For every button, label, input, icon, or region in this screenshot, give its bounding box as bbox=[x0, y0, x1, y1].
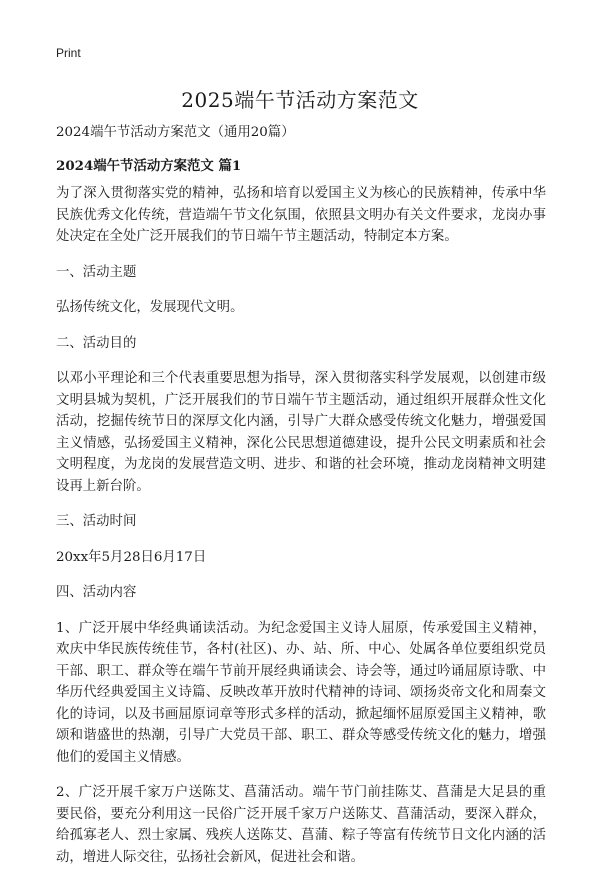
theme-paragraph: 弘扬传统文化，发展现代文明。 bbox=[56, 300, 244, 315]
section-title: 2024端午节活动方案范文 篇1 bbox=[56, 157, 242, 174]
document-subtitle: 2024端午节活动方案范文（通用20篇） bbox=[56, 125, 295, 140]
document-body bbox=[56, 122, 546, 882]
heading-theme: 一、活动主题 bbox=[56, 264, 137, 280]
content-item-1: 1、广泛开展中华经典诵读活动。为纪念爱国主义诗人屈原，传承爱国主义精神，欢庆中华民族传统佳节，各村(社区)、办、站、所、中心、处属各单位要组织党员干部、职工、群众等在端午节前开展经典诵读会、诗会等，通过吟诵屈原诗歌、中华历代经典爱国主义诗篇、反映改革开放时代精神的诗词、颂扬炎帝文化和周秦文化的诗词，以及书画屈原词章等形式多样的活动，掀起缅怀屈原爱国主义精神，歌颂和谐盛世的热潮，引导广大党员干部、职工、群众等感受传统文化的魅力，增强他们的爱国主义情感。 bbox=[56, 620, 546, 765]
content-item-2: 2、广泛开展千家万户送陈艾、菖蒲活动。端午节门前挂陈艾、菖蒲是大足县的重要民俗，要充分利用这一民俗广泛开展千家万户送陈艾、菖蒲活动，要深入群众，给孤寡老人、烈士家属、残疾人送陈艾、菖蒲、粽子等富有传统节日文化内涵的活动，增进人际交往，弘扬社会新风，促进社会和谐。 bbox=[56, 785, 546, 865]
heading-purpose: 二、活动目的 bbox=[56, 335, 137, 351]
intro-paragraph: 为了深入贯彻落实党的精神，弘扬和培育以爱国主义为核心的民族精神，传承中华民族优秀文化传统，营造端午节文化氛围，依照县文明办有关文件要求，龙岗办事处决定在全处广泛开展我们的节日端午节主题活动，特制定本方案。 bbox=[56, 186, 546, 244]
heading-content: 四、活动内容 bbox=[56, 585, 137, 600]
purpose-paragraph: 以邓小平理论和三个代表重要思想为指导，深入贯彻落实科学发展观，以创建市级文明县城为契机，广泛开展我们的节日端午节主题活动，通过组织开展群众性文化活动，挖掘传统节日的深厚文化内涵，引导广大群众感受传统文化魅力，增强爱国主义情感，弘扬爱国主义精神，深化公民思想道德建设，提升公民文明素质和社会文明程度，为龙岗的发展营造文明、进步、和谐的社会环境，推动龙岗精神文明建设再上新台阶。 bbox=[56, 371, 546, 494]
document-title: 2025端午节活动方案范文 bbox=[181, 88, 419, 112]
time-paragraph: 20xx年5月28日6月17日 bbox=[56, 549, 207, 565]
print-label[interactable]: Print bbox=[56, 46, 81, 60]
heading-time: 三、活动时间 bbox=[56, 514, 137, 529]
